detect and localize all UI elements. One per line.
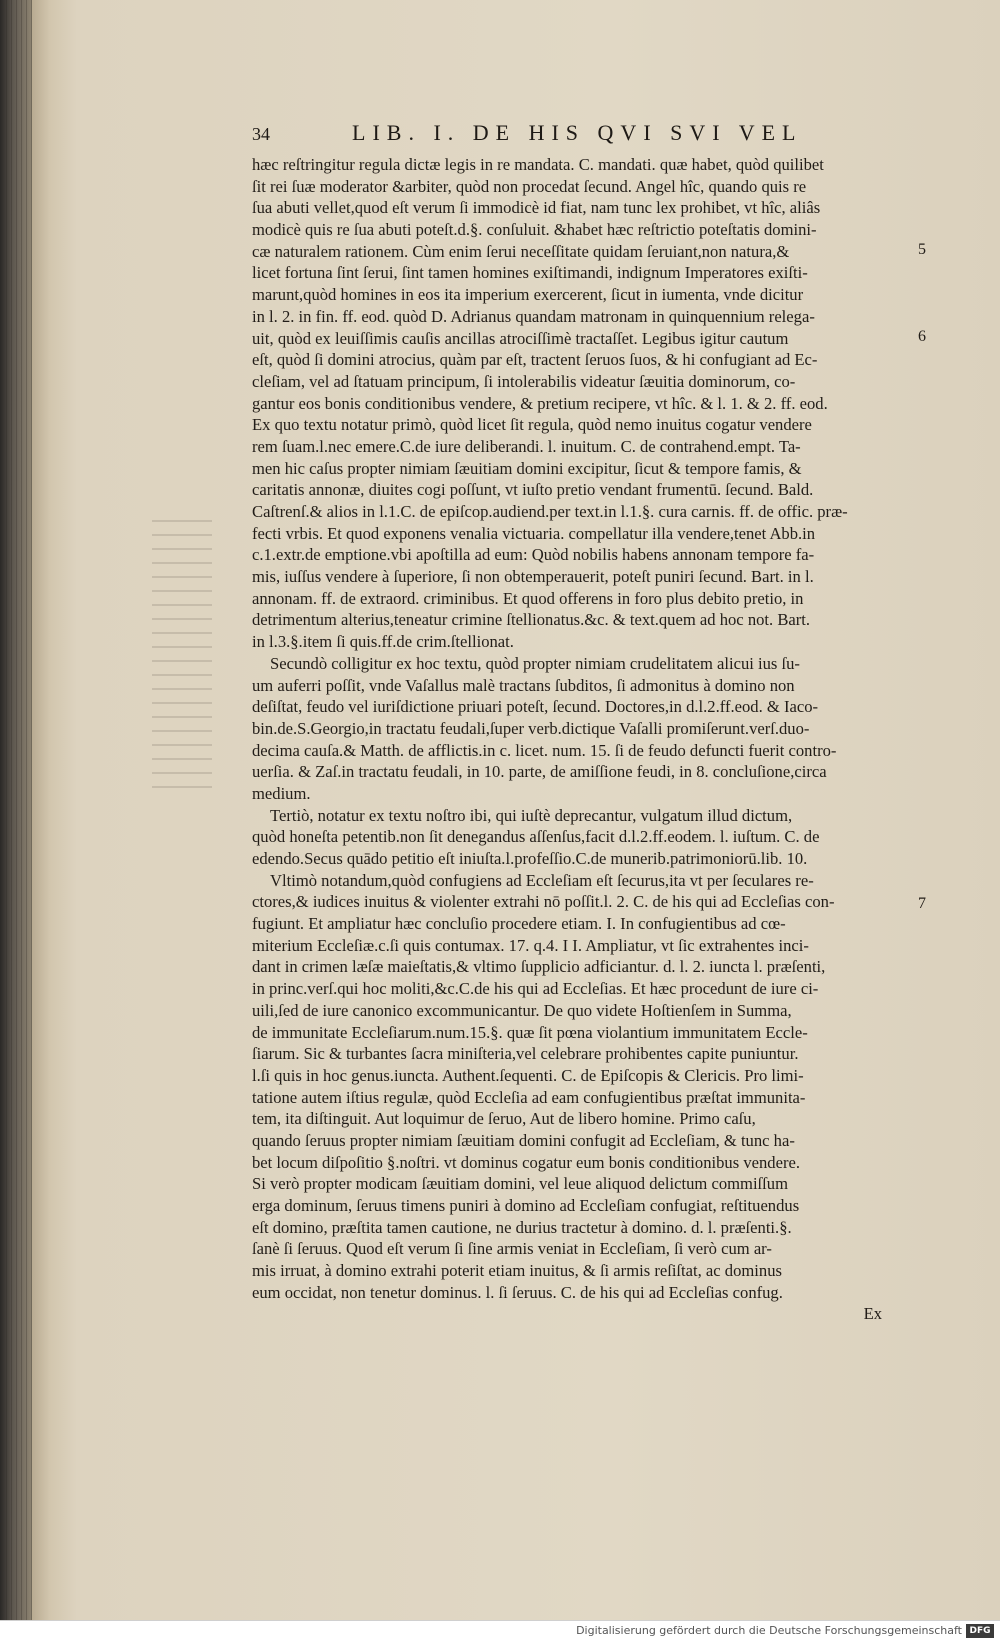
text-line: ſit rei ſuæ moderator &arbiter, quòd non procedat ſecund. Angel hîc, quando quis re — [252, 176, 807, 196]
text-line: deſiſtat, feudo vel iuriſdictione priuari poteſt, ſecund. Doctores,in d.l.2.ff.eod. & Iaco- — [252, 697, 819, 717]
text-line: tem, ita diſtinguit. Aut loquimur de ſeruo, Aut de libero homine. Primo caſu, — [252, 1109, 756, 1129]
text-line: decima cauſa.& Matth. de afflictis.in c. licet. num. 15. ſi de feudo defuncti fuerit contro- — [252, 740, 837, 760]
text-line: eſt domino, præſtita tamen cautione, ne durius tractetur à domino. d. l. præſenti.§. — [252, 1217, 792, 1237]
text-line: eum occidat, non tenetur dominus. l. ſi ſeruus. C. de his qui ad Eccleſias confug. — [252, 1282, 783, 1302]
text-line: medium. — [252, 783, 311, 803]
text-line: Tertiò, notatur ex textu noſtro ibi, qui iuſtè deprecantur, vulgatum illud dictum, — [270, 805, 793, 825]
text-line: bin.de.S.Georgio,in tractatu feudali,ſuper verb.dictique Vaſalli promiſerunt.verſ.duo- — [252, 718, 810, 738]
text-line: l.ſi quis in hoc genus.iuncta. Authent.ſequenti. C. de Epiſcopis & Clericis. Pro limi- — [252, 1065, 804, 1085]
text-line: in l.3.§.item ſi quis.ff.de crim.ſtellionat. — [252, 632, 514, 652]
text-line: hæc reſtringitur regula dictæ legis in re mandata. C. mandati. quæ habet, quòd quilibet — [252, 155, 824, 174]
text-line: detrimentum alterius,teneatur crimine ſtellionatus.&c. & text.quem ad hoc not. Bart. — [252, 610, 811, 630]
text-line: miterium Eccleſiæ.c.ſi quis contumax. 17. q.4. I I. Ampliatur, vt ſic extrahentes inci- — [252, 935, 809, 955]
text-line: tatione autem iſtius regulæ, quòd Eccleſia ad eam confugientibus præſtat immunita- — [252, 1087, 806, 1107]
text-line: licet fortuna ſint ſerui, ſint tamen homines exiſtimandi, indignum Imperatores exiſti- — [252, 263, 808, 283]
text-line: gantur eos bonis conditionibus vendere, & pretium recipere, vt hîc. & l. 1. & 2. ff. eod. — [252, 393, 828, 413]
text-line: fugiunt. Et ampliatur hæc concluſio procedere etiam. I. In confugientibus ad cœ- — [252, 914, 786, 934]
text-line: annonam. ff. de extraord. criminibus. Et quod offerens in foro plus debito pretio, in — [252, 588, 804, 608]
text-line: Vltimò notandum,quòd confugiens ad Eccleſiam eſt ſecurus,ita vt per ſeculares re- — [270, 870, 814, 890]
text-line: caritatis annonæ, diuites cogi poſſunt, vt iuſto pretio vendant frumentū. ſecund. Bald. — [252, 480, 814, 500]
text-line: modicè quis re ſua abuti poteſt.d.§. conſuluit. &habet hæc reſtrictio poteſtatis domini- — [252, 220, 817, 240]
page-edges — [6, 0, 32, 1620]
text-line: mis irruat, à domino extrahi poterit etiam inuitus, & ſi armis reſiſtat, ac dominus — [252, 1261, 782, 1281]
text-line: Ex quo textu notatur primò, quòd licet ſit regula, quòd nemo inuitus cogatur vendere — [252, 415, 812, 435]
text-line: rem ſuam.l.nec emere.C.de iure deliberandi. l. inuitum. C. de contrahend.empt. Ta- — [252, 436, 801, 456]
text-line: quòd honeſta petentib.non ſit denegandus aſſenſus,facit d.l.2.ff.eodem. l. iuſtum. C. de — [252, 827, 820, 847]
text-line: marunt,quòd homines in eos ita imperium exercerent, ſicut in iumenta, vnde dicitur — [252, 285, 804, 305]
text-line: cleſiam, vel ad ſtatuam principum, ſi intolerabilis videatur ſæuitia dominorum, co- — [252, 371, 796, 391]
text-line: ctores,& iudices inuitus & violenter extrahi nō poſſit.l. 2. C. de his qui ad Eccleſias con- — [252, 892, 835, 912]
footer-credit: Digitalisierung gefördert durch die Deutsche Forschungsgemeinschaft — [576, 1624, 962, 1637]
text-line: edendo.Secus quādo petitio eſt iniuſta.l.profeſſio.C.de munerib.patrimoniorū.lib. 10. — [252, 849, 808, 868]
text-line: quando ſeruus propter nimiam ſæuitiam domini confugit ad Eccleſiam, & tunc ha- — [252, 1130, 795, 1150]
text-line: cæ naturalem rationem. Cùm enim ſerui neceſſitate quidam ſeruiant,non natura,& — [252, 241, 790, 261]
running-head: LIB. I. DE HIS QVI SVI VEL — [352, 120, 803, 145]
text-line: Si verò propter modicam ſæuitiam domini, vel leue aliquod delictum commiſſum — [252, 1174, 788, 1194]
text-line: ſua abuti vellet,quod eſt verum ſi immodicè id fiat, nam tunc lex prohibet, vt hîc, aliâs — [252, 198, 821, 218]
text-line: uit, quòd ex leuiſſimis cauſis ancillas atrociſſimè tractaſſet. Legibus igitur cautum — [252, 328, 789, 348]
text-line: dant in crimen læſæ maieſtatis,& vltimo ſupplicio adficiantur. d. l. 2. iuncta l. præſenti, — [252, 957, 826, 977]
text-line: um auferri poſſit, vnde Vaſallus malè tractans ſubditos, ſi admonitus à domino non — [252, 675, 795, 695]
text-line: bet locum diſpoſitio §.noſtri. vt dominus cogatur eum bonis conditionibus vendere. — [252, 1152, 800, 1172]
text-line: uili,ſed de iure canonico excommunicantur. De quo videte Hoſtienſem in Summa, — [252, 1000, 792, 1020]
text-line: ſanè ſi ſeruus. Quod eſt verum ſi ſine armis veniat in Eccleſiam, ſi verò cum ar- — [252, 1239, 772, 1259]
text-line: mis, iuſſus vendere à ſuperiore, ſi non obtemperauerit, poteſt puniri ſecund. Bart. in l. — [252, 567, 814, 587]
text-line: men hic caſus propter nimiam ſæuitiam domini excipitur, ſicut & tempore famis, & — [252, 458, 802, 478]
page-header — [252, 120, 842, 150]
text-line: erga dominum, ſeruus timens puniri à domino ad Eccleſiam confugiat, reſtituendus — [252, 1196, 800, 1215]
digitization-footer — [0, 1620, 1000, 1642]
text-line: Caſtrenſ.& alios in l.1.C. de epiſcop.audiend.per text.in l.1.§. cura carnis. ff. de offic. præ- — [252, 502, 848, 521]
margin-number: 5 — [918, 241, 926, 258]
bleed-through-marks — [152, 520, 212, 800]
text-line: c.1.extr.de emptione.vbi apoſtilla ad eum: Quòd nobilis habens annonam tempore fa- — [252, 545, 815, 565]
body-text — [252, 154, 912, 1325]
margin-number: 6 — [918, 328, 926, 345]
text-line: in princ.verſ.qui hoc moliti,&c.C.de his qui ad Eccleſias. Et hæc procedunt de iure ci- — [252, 979, 819, 999]
dfg-logo: DFG — [966, 1624, 994, 1638]
text-line: fecti vrbis. Et quod exponens venalia victuaria. compellatur illa vendere,tenet Abb.in — [252, 523, 816, 543]
text-line: de immunitate Eccleſiarum.num.15.§. quæ ſit pœna violantium immunitatem Eccle- — [252, 1022, 808, 1042]
page-number: 34 — [252, 124, 270, 144]
margin-number: 7 — [918, 895, 926, 912]
text-line: eſt, quòd ſi domini atrocius, quàm par eſt, tractent ſeruos ſuos, & hi confugiant ad Ec- — [252, 350, 818, 370]
text-line: uerſia. & Zaſ.in tractatu feudali, in 10. parte, de amiſſione feudi, in 8. concluſione,circa — [252, 762, 827, 782]
text-line: ſiarum. Sic & turbantes ſacra miniſteria,vel celebrare prohibentes capite puniuntur. — [252, 1044, 799, 1064]
catchword: Ex — [863, 1304, 882, 1324]
text-line: Secundò colligitur ex hoc textu, quòd propter nimiam crudelitatem alicui ius ſu- — [270, 653, 800, 673]
text-line: in l. 2. in fin. ff. eod. quòd D. Adrianus quandam matronam in quinquennium relega- — [252, 306, 815, 326]
